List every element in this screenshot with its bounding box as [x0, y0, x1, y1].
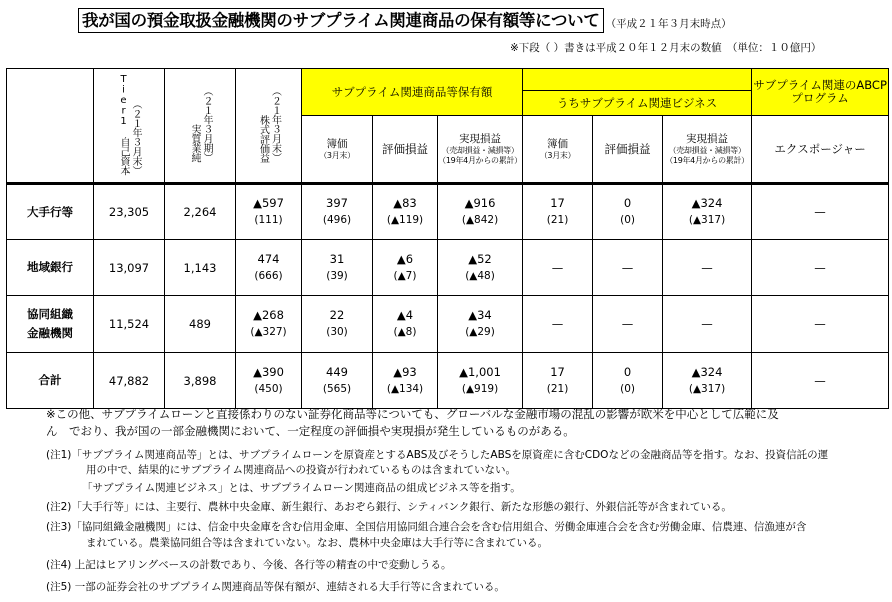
- value-current: 22: [329, 308, 345, 322]
- cell-business-valuation: —: [593, 296, 663, 353]
- value-current: ▲324: [691, 364, 723, 379]
- value-current: 474: [257, 251, 280, 266]
- title-area: [78, 7, 732, 33]
- value-current: 17: [550, 196, 565, 210]
- value-previous: (▲919): [461, 382, 499, 395]
- cell-jisshitsu: 1,143: [165, 240, 236, 296]
- footnote-main-line1: ※この他、サブプライムローンと直接係わりのない証券化商品等についても、グローバルな金融市場の混乱の影響が欧米を中心として広範に及: [46, 407, 779, 421]
- cell-abcp-exposure: —: [752, 184, 889, 240]
- header-business-realized: [663, 116, 752, 184]
- corner-cell: [7, 69, 94, 184]
- footnote-3b: まれている。農業協同組合等は含まれていない。なお、農林中央金庫は大手行等に含まれている。: [86, 537, 548, 549]
- footnote-main-line2: ん でおり、我が国の一部金融機関において、一定程度の評価損や実現損が発生しているものがある。: [46, 424, 575, 438]
- cell-business-valuation: [593, 353, 663, 409]
- value-current: 449: [326, 364, 348, 379]
- value-current: ▲6: [396, 251, 414, 266]
- row-label-line2: 金融機関: [27, 326, 73, 340]
- value-previous: (30): [326, 326, 348, 338]
- value-current: ▲597: [253, 196, 284, 210]
- header-kabushiki: [236, 69, 302, 184]
- header-tier1-sub: （２１年３月末）: [130, 98, 141, 175]
- value-current: 0: [623, 196, 632, 210]
- header-holdings-realized-sub: （売却損益・減損等）（19年4月からの累計）: [438, 145, 522, 165]
- value-previous: (▲7): [393, 269, 417, 282]
- cell-holdings-bookvalue: [302, 353, 373, 409]
- header-business-realized-sub: （売却損益・減損等）（19年4月からの累計）: [665, 145, 749, 165]
- value-previous: (▲8): [393, 326, 417, 338]
- value-previous: (666): [254, 269, 283, 282]
- footnote-1b: 用の中で、結果的にサブプライム関連商品への投資が行われているものは含まれていない。: [86, 464, 516, 476]
- row-label: 合計: [7, 353, 94, 409]
- page-title: 我が国の預金取扱金融機関のサブプライム関連商品の保有額等について: [78, 8, 604, 33]
- cell-holdings-bookvalue: [302, 184, 373, 240]
- cell-tier1: 11,524: [94, 296, 165, 353]
- header-holdings-bookvalue-label: 簿価: [326, 137, 348, 150]
- footnote-1c: 「サブプライム関連ビジネス」とは、サブプライムローン関連商品の組成ビジネス等を指す。: [82, 482, 521, 494]
- value-previous: (450): [254, 382, 283, 395]
- header-abcp-group: サブプライム関連のABCPプログラム: [752, 69, 889, 116]
- cell-business-realized: [663, 353, 752, 409]
- header-business-bookvalue-label: 簿価: [547, 137, 569, 150]
- cell-kabushiki: [236, 353, 302, 409]
- value-current: ▲1,001: [459, 364, 501, 379]
- value-previous: (▲119): [386, 214, 424, 226]
- cell-kabushiki: [236, 240, 302, 296]
- cell-holdings-realized: [438, 184, 523, 240]
- cell-business-realized: —: [663, 240, 752, 296]
- cell-jisshitsu: 3,898: [165, 353, 236, 409]
- value-current: ▲4: [396, 308, 414, 322]
- header-tier1: [94, 69, 165, 184]
- header-holdings-realized: [438, 116, 523, 184]
- cell-holdings-valuation: [373, 240, 438, 296]
- value-previous: (111): [254, 214, 283, 226]
- footnote-2: (注2)「大手行等」には、主要行、農林中央金庫、新生銀行、あおぞら銀行、シティバンク銀行、新たな形態の銀行、外銀信託等が含まれている。: [46, 501, 732, 513]
- value-current: ▲324: [691, 196, 723, 210]
- value-previous: (496): [322, 214, 352, 226]
- value-current: ▲93: [393, 364, 417, 379]
- row-label: [7, 296, 94, 353]
- header-holdings-bookvalue: [302, 116, 373, 184]
- cell-kabushiki: [236, 184, 302, 240]
- cell-tier1: 23,305: [94, 184, 165, 240]
- header-kabushiki-label: 株式評価益: [257, 114, 269, 162]
- value-previous: (0): [620, 214, 635, 226]
- value-previous: (▲317): [688, 382, 726, 395]
- header-holdings-bookvalue-sub: （3月末）: [319, 150, 355, 160]
- header-business-spacer: [523, 69, 752, 91]
- header-holdings-realized-label: 実現損益: [459, 132, 502, 145]
- cell-business-bookvalue: —: [523, 296, 593, 353]
- value-current: ▲52: [468, 251, 492, 266]
- header-business-valuation: 評価損益: [593, 116, 663, 184]
- header-jisshitsu-label: 実質業純: [189, 124, 200, 162]
- value-current: ▲83: [393, 196, 417, 210]
- row-label-line1: 協同組織: [27, 307, 73, 321]
- footnote-4: (注4) 上記はヒアリングベースの計数であり、今後、各行等の精査の中で変動しうる。: [46, 559, 452, 571]
- header-kabushiki-sub: （２１年３月末）: [269, 86, 281, 162]
- value-previous: (21): [546, 382, 569, 395]
- value-current: ▲390: [253, 364, 284, 379]
- value-current: ▲268: [253, 308, 284, 322]
- header-jisshitsu: [165, 69, 236, 184]
- cell-abcp-exposure: —: [752, 296, 889, 353]
- cell-holdings-realized: [438, 240, 523, 296]
- cell-holdings-realized: [438, 353, 523, 409]
- value-previous: (39): [326, 269, 348, 282]
- cell-holdings-bookvalue: [302, 296, 373, 353]
- value-current: ▲34: [468, 308, 492, 322]
- cell-holdings-valuation: [373, 184, 438, 240]
- value-current: 397: [326, 196, 348, 210]
- value-current: ▲916: [464, 196, 496, 210]
- value-previous: (▲134): [386, 382, 424, 395]
- table-row-total: [7, 353, 889, 409]
- value-previous: (▲327): [250, 326, 287, 338]
- header-business-bookvalue-sub: （3月末）: [539, 150, 576, 160]
- value-previous: (▲842): [461, 214, 499, 226]
- value-previous: (▲48): [465, 269, 495, 282]
- header-business-realized-label: 実現損益: [686, 132, 729, 145]
- unit-note: ※下段（ ）書きは平成２０年１２月末の数値 （単位：１０億円）: [510, 42, 822, 54]
- cell-tier1: 47,882: [94, 353, 165, 409]
- cell-business-valuation: [593, 184, 663, 240]
- header-business-group: うちサブプライム関連ビジネス: [523, 91, 752, 116]
- cell-tier1: 13,097: [94, 240, 165, 296]
- cell-business-bookvalue: [523, 184, 593, 240]
- cell-holdings-valuation: [373, 353, 438, 409]
- header-business-bookvalue: [523, 116, 593, 184]
- cell-business-realized: [663, 184, 752, 240]
- cell-abcp-exposure: —: [752, 353, 889, 409]
- value-previous: (0): [620, 382, 635, 395]
- cell-jisshitsu: 2,264: [165, 184, 236, 240]
- table-row: [7, 240, 889, 296]
- cell-business-bookvalue: —: [523, 240, 593, 296]
- value-current: 0: [623, 364, 632, 379]
- holdings-table: [6, 68, 889, 409]
- header-jisshitsu-sub: （２１年３月期）: [201, 86, 212, 162]
- footnote-1a: (注1)「サブプライム関連商品等」とは、サブプライムローンを原資産とするABS及びそうしたABSを原資産に含むCDOなどの金融商品等を指す。なお、投資信託の運: [46, 449, 829, 461]
- table-row: [7, 184, 889, 240]
- footnote-3a: (注3)「協同組織金融機関」には、信金中央金庫を含む信用金庫、全国信用協同組合連合会を含む信用組合、労働金庫連合会を含む労働金庫、信農連、信漁連が含: [46, 521, 807, 533]
- title-date: （平成２１年３月末時点）: [605, 18, 732, 30]
- cell-kabushiki: [236, 296, 302, 353]
- cell-holdings-bookvalue: [302, 240, 373, 296]
- header-holdings-valuation: 評価損益: [373, 116, 438, 184]
- cell-business-realized: —: [663, 296, 752, 353]
- value-previous: (▲317): [688, 214, 726, 226]
- value-previous: (21): [546, 214, 569, 226]
- row-label: 大手行等: [7, 184, 94, 240]
- cell-jisshitsu: 489: [165, 296, 236, 353]
- cell-holdings-realized: [438, 296, 523, 353]
- value-current: 31: [329, 251, 345, 266]
- value-previous: (565): [322, 382, 352, 395]
- table-row: [7, 296, 889, 353]
- cell-business-valuation: —: [593, 240, 663, 296]
- value-current: 17: [550, 364, 565, 379]
- header-holdings-group: サブプライム関連商品等保有額: [302, 69, 523, 116]
- header-tier1-label: Tier1 自己資本: [118, 73, 129, 175]
- row-label: 地域銀行: [7, 240, 94, 296]
- footnote-5: (注5) 一部の証券会社のサブプライム関連商品等保有額が、連結される大手行等に含まれている。: [46, 581, 505, 593]
- cell-holdings-valuation: [373, 296, 438, 353]
- cell-abcp-exposure: —: [752, 240, 889, 296]
- header-abcp-exposure: エクスポージャー: [752, 116, 889, 184]
- value-previous: (▲29): [465, 326, 495, 338]
- cell-business-bookvalue: [523, 353, 593, 409]
